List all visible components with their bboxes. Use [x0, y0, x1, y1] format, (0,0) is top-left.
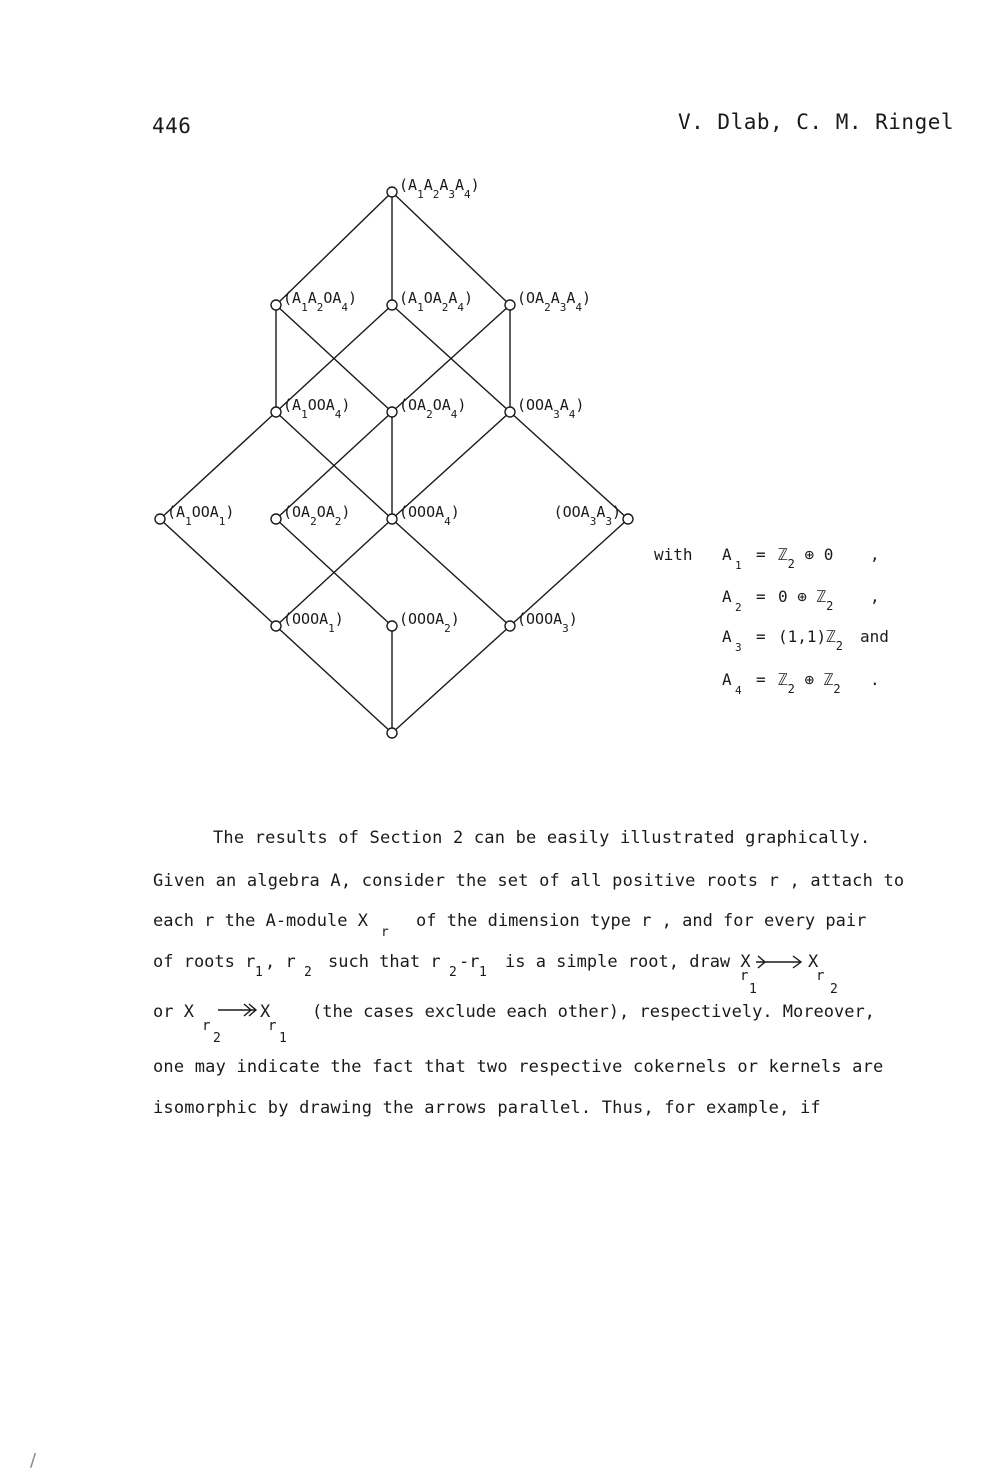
- l4-sub-r2: r: [816, 968, 825, 984]
- def-eq: =: [756, 627, 766, 646]
- l4-a: of roots r: [153, 952, 256, 972]
- para-math-lines: [140, 900, 900, 1070]
- node-label-noo34: $(OOA_3A_4)$: [517, 396, 585, 421]
- running-head-authors: V. Dlab, C. M. Ringel: [678, 110, 955, 134]
- edge: [392, 626, 510, 733]
- edge: [276, 626, 392, 733]
- l4-X2: X: [808, 952, 819, 972]
- l4-sub1: 1: [255, 965, 263, 980]
- def-eq: =: [756, 545, 766, 564]
- lattice-node: [387, 300, 397, 310]
- l5-g: (the cases exclude each other), respectively. Moreover,: [312, 1002, 875, 1022]
- lattice-node: [505, 300, 515, 310]
- def-end: ,: [870, 545, 880, 564]
- node-label-nooo2: $(OOOA_2)$: [399, 610, 460, 635]
- def-lhs: A: [722, 627, 732, 646]
- l4-sub-r2-idx: 2: [830, 982, 838, 997]
- node-label-no2o4: $(OA_2OA_4)$: [399, 396, 467, 421]
- l4-e: such that r: [328, 952, 441, 972]
- lattice-node: [505, 407, 515, 417]
- with-label: with: [654, 545, 693, 564]
- l4-i: is a simple root, draw X: [505, 952, 751, 972]
- l4-sub2: 2: [304, 965, 312, 980]
- node-label-n1o24: $(A_1OA_2A_4)$: [399, 289, 474, 314]
- node-label-n1oo4: $(A_1OOA_4)$: [283, 396, 351, 421]
- para-line-6: one may indicate the fact that two respective cokernels or kernels are: [153, 1057, 884, 1077]
- node-label-nooo4: $(OOOA_4)$: [399, 503, 460, 528]
- l4-sub-r1: r: [740, 968, 749, 984]
- lattice-node: [387, 187, 397, 197]
- def-lhs-sub: 3: [735, 641, 742, 654]
- def-end: ,: [870, 587, 880, 606]
- def-lhs: A: [722, 545, 732, 564]
- l4-sub4: 1: [479, 965, 487, 980]
- l4-sub-r1-idx: 1: [749, 982, 757, 997]
- para-line-7: isomorphic by drawing the arrows parallel. Thus, for example, if: [153, 1098, 821, 1118]
- l4-c: , r: [265, 952, 296, 972]
- definition-row: [722, 545, 880, 572]
- mono-arrow: [756, 956, 801, 968]
- lattice-node: [271, 514, 281, 524]
- def-lhs: A: [722, 587, 732, 606]
- definition-row: [722, 670, 880, 697]
- def-rhs: 0 ⊕ ℤ$_2$: [778, 587, 834, 613]
- l5-sub-r2-idx: 1: [279, 1031, 287, 1046]
- l4-g: -r: [459, 952, 480, 972]
- margin-mark: /: [30, 1450, 37, 1471]
- def-end: and: [860, 627, 889, 646]
- def-rhs: ℤ$_2$ ⊕ 0: [778, 545, 834, 571]
- def-rhs: ℤ$_2$ ⊕ ℤ$_2$: [778, 670, 841, 696]
- para-line-2: Given an algebra A, consider the set of all positive roots r , attach to: [153, 871, 905, 891]
- def-end: .: [870, 670, 880, 689]
- l5-sub-r2: r: [268, 1018, 277, 1034]
- epi-arrow: [218, 1004, 256, 1016]
- node-label-no2o2: $(OA_2OA_2)$: [283, 503, 351, 528]
- lattice-node: [623, 514, 633, 524]
- page-number: 446: [152, 114, 192, 138]
- def-lhs: A: [722, 670, 732, 689]
- l3-sub-r: r: [381, 925, 389, 940]
- lattice-node: [271, 621, 281, 631]
- lattice-node: [387, 621, 397, 631]
- l4-sub3: 2: [449, 965, 457, 980]
- definitions-block: [640, 530, 920, 710]
- def-rhs: (1,1)ℤ$_2$: [778, 627, 844, 653]
- l5-X2: X: [260, 1002, 271, 1022]
- def-eq: =: [756, 587, 766, 606]
- lattice-node: [155, 514, 165, 524]
- l5-a: or X: [153, 1002, 194, 1022]
- definition-row: [722, 627, 889, 654]
- node-label-no234: $(OA_2A_3A_4)$: [517, 289, 592, 314]
- l5-sub-r-idx: 2: [213, 1031, 221, 1046]
- node-label-top: $(A_1A_2A_3A_4)$: [399, 176, 480, 201]
- lattice-edges: [160, 192, 628, 733]
- l5-sub-r: r: [202, 1018, 211, 1034]
- def-eq: =: [756, 670, 766, 689]
- lattice-node: [387, 407, 397, 417]
- lattice-node: [387, 514, 397, 524]
- node-label-nooo1: $(OOOA_1)$: [283, 610, 344, 635]
- node-label-n12o4: $(A_1A_2OA_4)$: [283, 289, 358, 314]
- para-line-1: The results of Section 2 can be easily illustrated graphically.: [213, 828, 871, 848]
- node-label-noo33: $(OOA_3A_3)$: [553, 503, 621, 528]
- lattice-node: [271, 407, 281, 417]
- def-lhs-sub: 1: [735, 559, 742, 572]
- node-label-nooo3: $(OOOA_3)$: [517, 610, 578, 635]
- definition-row: [722, 587, 880, 614]
- l3-a: each r the A-module X: [153, 911, 368, 931]
- node-label-n1oo1: $(A_1OOA_1)$: [167, 503, 235, 528]
- lattice-node: [271, 300, 281, 310]
- lattice-node: [387, 728, 397, 738]
- def-lhs-sub: 4: [735, 684, 742, 697]
- edge: [160, 519, 276, 626]
- lattice-node: [505, 621, 515, 631]
- l3-c: of the dimension type r , and for every pair: [416, 911, 867, 931]
- def-lhs-sub: 2: [735, 601, 742, 614]
